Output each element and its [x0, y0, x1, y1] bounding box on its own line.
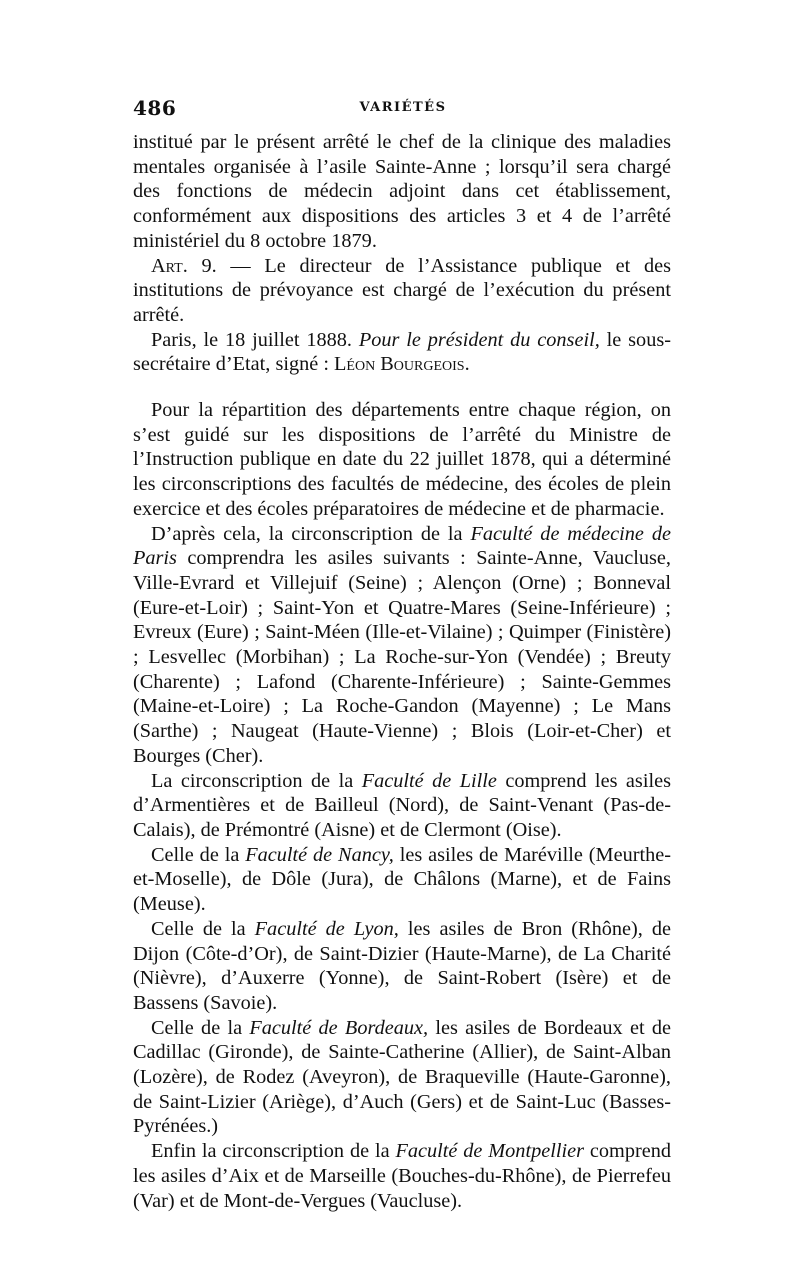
paragraph-faculte-bordeaux — [133, 1016, 671, 1140]
paris-asylums: comprendra les asiles suivants : Sainte-Anne, Vaucluse, Ville-Evrard et Villejuif (Seine) ; Alençon (Orne) ; Bonneval (Eure-et-Loir) ; Saint-Yon et Quatre-Mares (Seine-Inférieure) ; Evreux (Eure) ; Saint-Méen (Ille-et-Vilaine) ; Quimper (Finistère) ; Lesvellec (Morbihan) ; La Roche-sur-Yon (Vendée) ; Breuty (Charente) ; Lafond (Charente-Inférieure) ; Sainte-Gemmes (Maine-et-Loire) ; La Roche-Gandon (Mayenne) ; Le Mans (Sarthe) ; Naugeat (Haute-Vienne) ; Blois (Loir-et-Cher) et Bourges (Cher). — [133, 547, 671, 767]
paris-faculty: Faculté de médecine de Paris — [133, 522, 671, 570]
paris-intro: D’après cela, la circonscription de la — [151, 522, 471, 545]
paragraph-signature — [133, 328, 671, 377]
paragraph-faculte-lyon — [133, 917, 671, 1016]
montpellier-intro: Enfin la circonscription de la — [151, 1140, 396, 1163]
bordeaux-intro: Celle de la — [151, 1016, 250, 1039]
paragraph-faculte-nancy — [133, 843, 671, 917]
paragraph-repartition: Pour la répartition des départements entre chaque région, on s’est guidé sur les dispositions de l’arrêté du Ministre de l’Instruction publique en date du 22 juillet 1878, qui a déterminé les circonscriptions des facultés de médecine, des écoles de plein exercice et des écoles préparatoires de médecine et de pharmacie. — [133, 399, 671, 520]
paragraph-decree-continuation: institué par le présent arrêté le chef de la clinique des maladies mentales organisée à l’asile Sainte-Anne ; lorsqu’il sera chargé des fonctions de médecin adjoint dans cet établissement, conformément aux dispositions des articles 3 et 4 de l’arrêté ministériel du 8 octobre 1879. — [133, 131, 671, 252]
page-number: 486 — [133, 96, 177, 120]
article-9-text: — Le directeur de l’Assistance publique et des institutions de prévoyance est chargé de l’exécution du présent arrêté. — [133, 254, 671, 326]
article-label: Art. 9. — [151, 254, 217, 277]
paragraph-faculte-paris — [133, 522, 671, 769]
running-head: VARIÉTÉS — [359, 100, 447, 115]
nancy-faculty: Faculté de Nancy, — [245, 843, 394, 866]
paragraph-article-9 — [133, 254, 671, 328]
body-text — [133, 130, 671, 1213]
lille-faculty: Faculté de Lille — [361, 769, 497, 792]
lyon-asylums: les asiles de Bron (Rhône), de Dijon (Côte-d’Or), de Saint-Dizier (Haute-Marne), de La Charité (Nièvre), d’Auxerre (Yonne), de Saint-Robert (Isère) et de Bassens (Savoie). — [133, 917, 671, 1014]
montpellier-faculty: Faculté de Montpellier — [395, 1140, 585, 1163]
paragraph-faculte-lille — [133, 769, 671, 843]
lyon-faculty: Faculté de Lyon, — [254, 917, 399, 940]
signature-date: Paris, le 18 juillet 1888. — [151, 328, 359, 351]
nancy-intro: Celle de la — [151, 843, 246, 866]
montpellier-asylums: comprend les asiles d’Aix et de Marseille (Bouches-du-Rhône), de Pierrefeu (Var) et de Mont-de-Vergues (Vaucluse). — [133, 1140, 671, 1212]
lille-intro: La circonscription de la — [151, 769, 362, 792]
signature-role: le sous-secrétaire d’Etat, signé : — [133, 328, 671, 376]
signature-name: Léon Bourgeois. — [334, 353, 470, 376]
lille-asylums: comprend les asiles d’Armentières et de Bailleul (Nord), de Saint-Venant (Pas-de-Calais), de Prémontré (Aisne) et de Clermont (Oise). — [133, 769, 671, 841]
nancy-asylums: les asiles de Maréville (Meurthe-et-Moselle), de Dôle (Jura), de Châlons (Marne), et de Fains (Meuse). — [133, 843, 671, 916]
signature-italic: Pour le président du conseil, — [358, 328, 600, 351]
bordeaux-asylums: les asiles de Bordeaux et de Cadillac (Gironde), de Sainte-Catherine (Allier), de Saint-Alban (Lozère), de Rodez (Aveyron), de Braqueville (Haute-Garonne), de Saint-Lizier (Ariège), d’Auch (Gers) et de Saint-Luc (Basses-Pyrénées.) — [133, 1016, 671, 1138]
page-header — [133, 96, 673, 120]
paragraph-faculte-montpellier — [133, 1139, 671, 1213]
bordeaux-faculty: Faculté de Bordeaux, — [249, 1016, 429, 1039]
lyon-intro: Celle de la — [151, 917, 255, 940]
section-gap — [133, 377, 671, 398]
